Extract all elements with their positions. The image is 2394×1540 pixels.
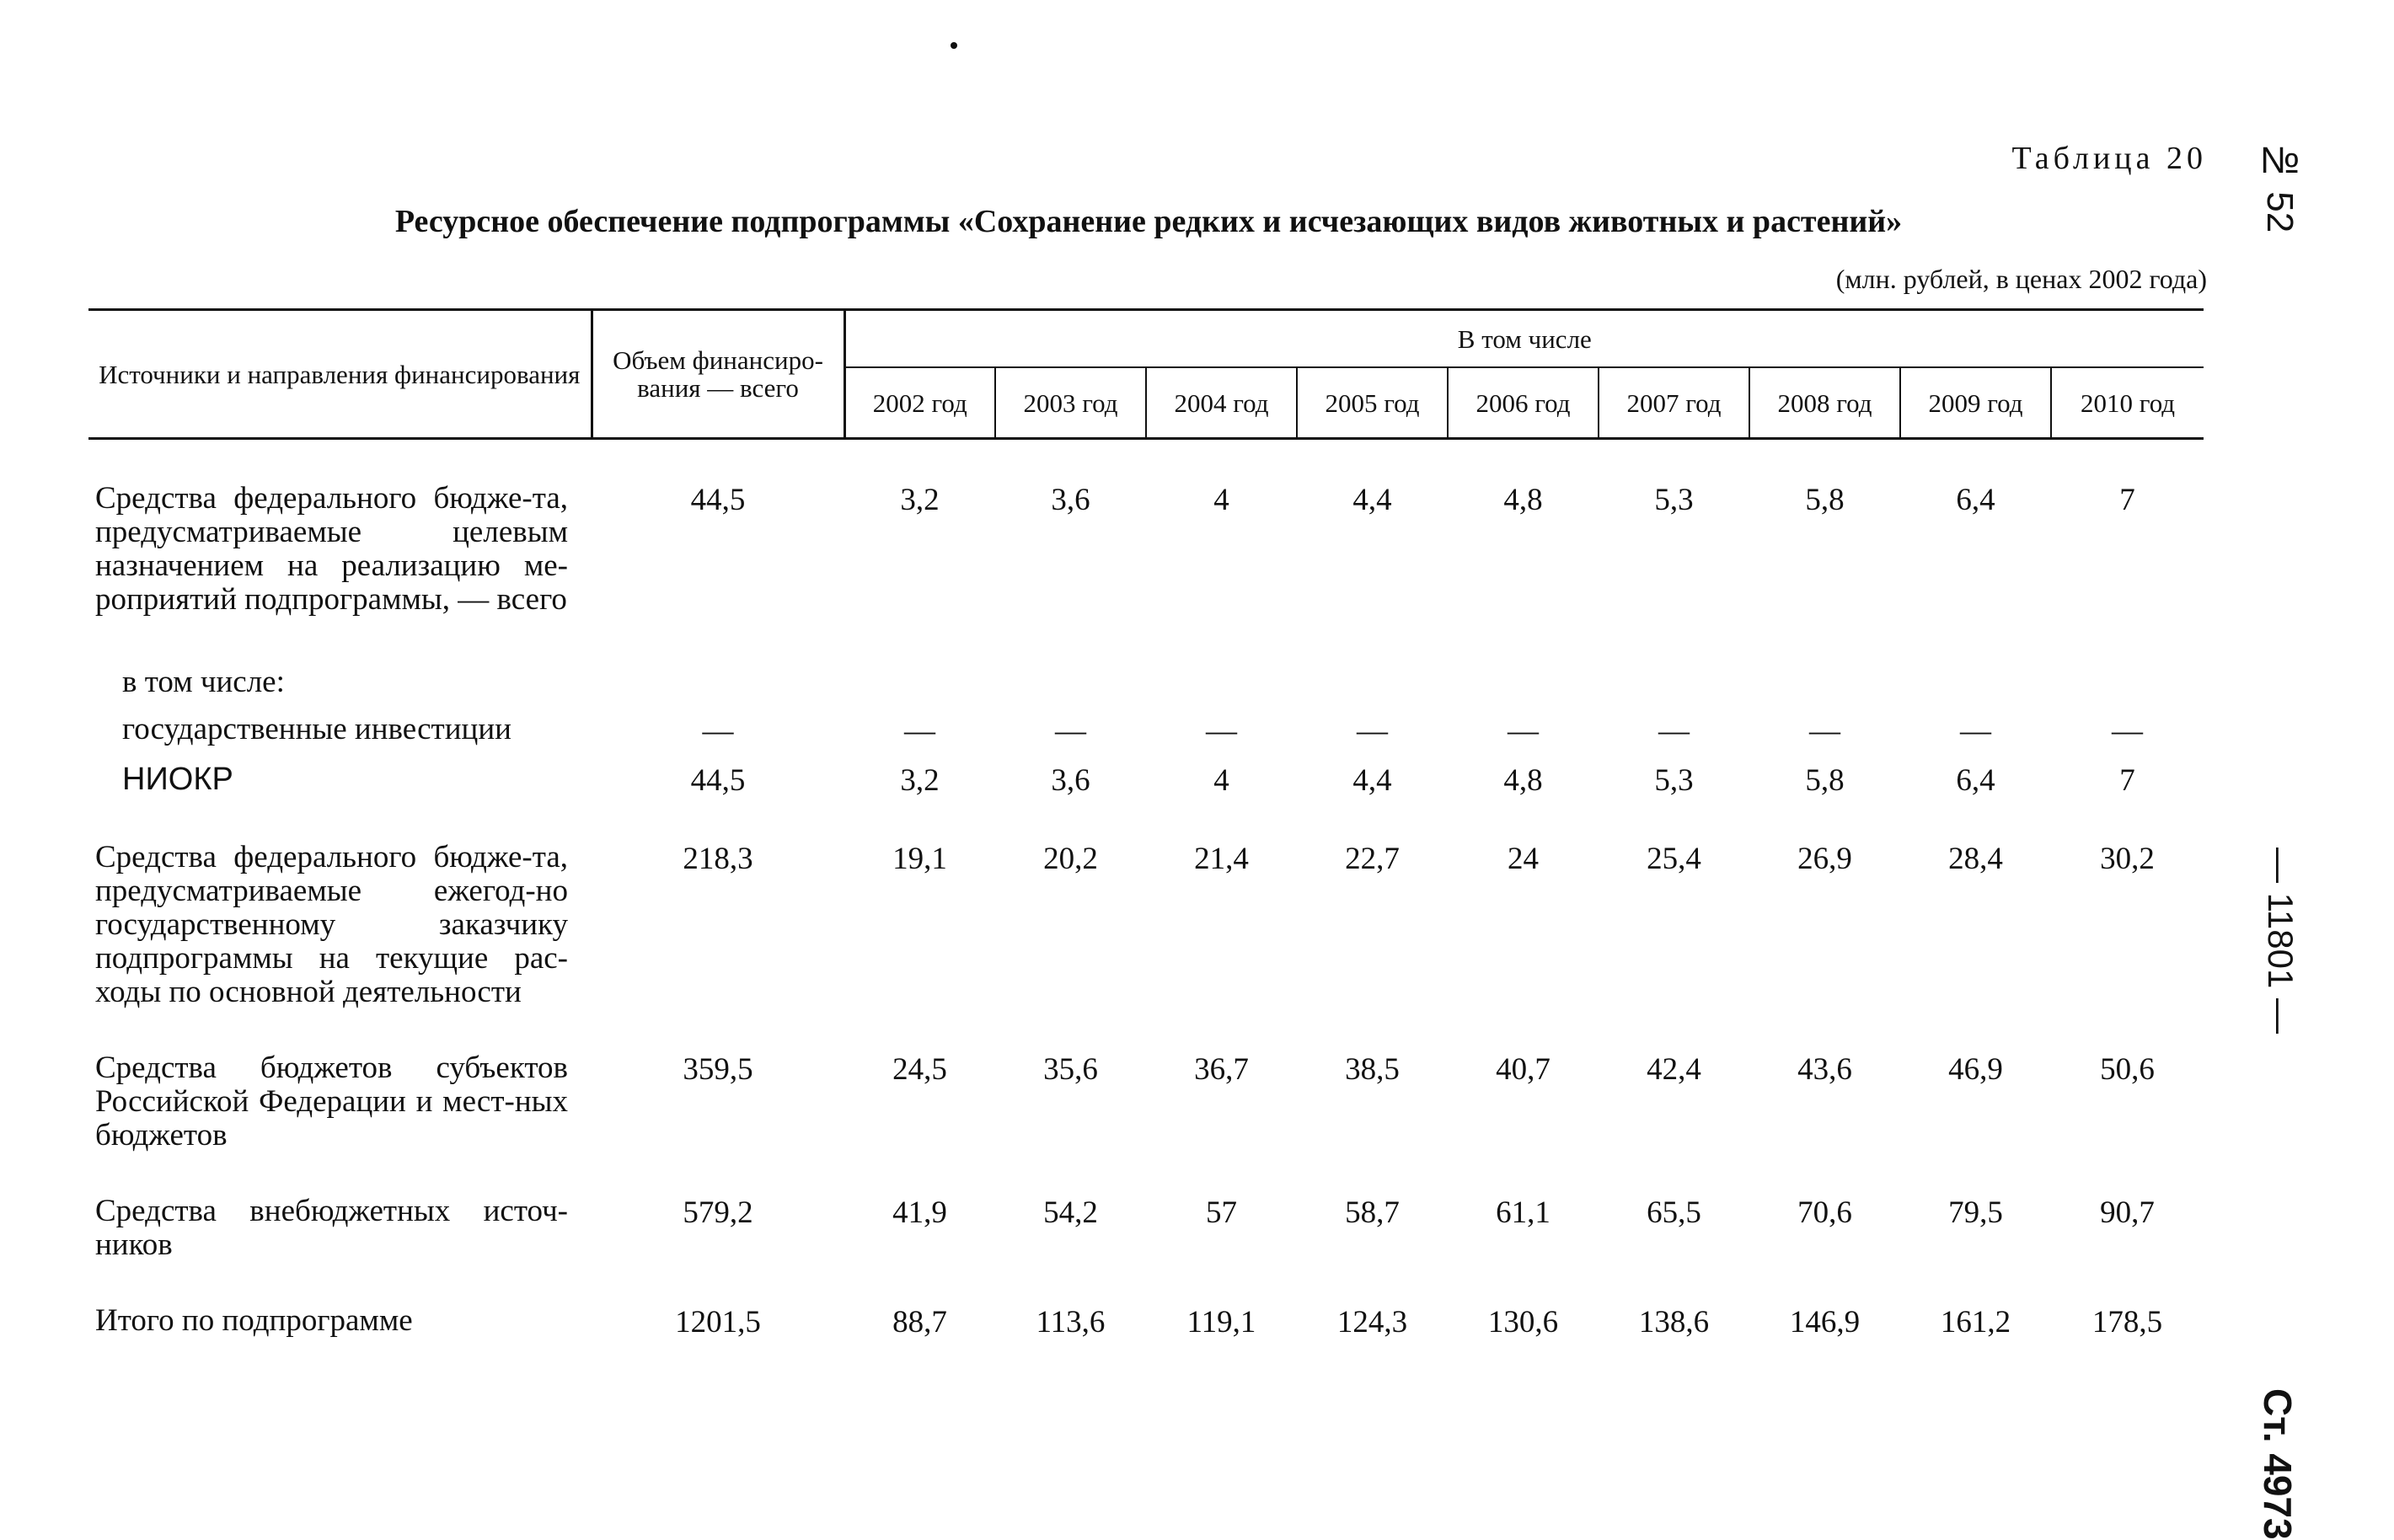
total-value: 44,5 <box>690 763 746 798</box>
document-code: — 11801 — <box>2261 848 2300 1035</box>
year-value: 24 <box>1508 842 1539 876</box>
year-value: 146,9 <box>1789 1305 1861 1339</box>
table-row <box>88 1262 2204 1340</box>
year-value: 65,5 <box>1647 1195 1701 1230</box>
funding-table <box>88 308 2204 1340</box>
year-value: 7 <box>2119 483 2135 517</box>
table-row <box>88 799 2204 1009</box>
page-number: Ст. 4973 <box>2256 1388 2300 1540</box>
year-value: 6,4 <box>1956 483 1995 517</box>
year-value: 113,6 <box>1036 1305 1106 1339</box>
header-year: 2005 год <box>1297 367 1448 438</box>
year-value: 24,5 <box>892 1052 947 1087</box>
year-value: 4,8 <box>1503 483 1543 517</box>
table-row <box>88 699 2204 749</box>
year-value: 57 <box>1206 1195 1237 1230</box>
year-value: 38,5 <box>1345 1052 1400 1087</box>
year-value: — <box>1508 714 1539 748</box>
total-value: 1201,5 <box>675 1305 761 1339</box>
year-value: 79,5 <box>1948 1195 2003 1230</box>
header-year: 2008 год <box>1749 367 1900 438</box>
year-value: 40,7 <box>1496 1052 1550 1087</box>
total-value: 359,5 <box>683 1052 753 1087</box>
year-value: 70,6 <box>1797 1195 1852 1230</box>
year-value: 4 <box>1213 483 1229 517</box>
year-value: 138,6 <box>1638 1305 1710 1339</box>
table-label: Таблица 20 <box>2011 141 2207 176</box>
table-row <box>88 1152 2204 1262</box>
units-note: (млн. рублей, в ценах 2002 года) <box>1835 264 2207 294</box>
header-year: 2002 год <box>844 367 995 438</box>
year-value: 54,2 <box>1043 1195 1098 1230</box>
year-value: 61,1 <box>1496 1195 1550 1230</box>
year-value: 3,2 <box>900 763 940 798</box>
year-value: — <box>1055 714 1086 748</box>
page-margin <box>2225 131 2300 1540</box>
row-label: в том числе: <box>122 665 285 699</box>
header-year: 2003 год <box>995 367 1146 438</box>
year-value: 4,4 <box>1352 763 1392 798</box>
year-value: 43,6 <box>1797 1052 1852 1087</box>
year-value: 3,6 <box>1051 483 1090 517</box>
year-value: 88,7 <box>892 1305 947 1339</box>
header-including: В том числе <box>844 310 2204 368</box>
year-value: 20,2 <box>1043 842 1098 876</box>
year-value: 130,6 <box>1487 1305 1559 1339</box>
year-value: — <box>1206 714 1237 748</box>
year-value: 3,6 <box>1051 763 1090 798</box>
header-source: Источники и направления финансирования <box>88 310 592 439</box>
total-value: — <box>702 714 734 748</box>
header-year: 2006 год <box>1448 367 1599 438</box>
table-row <box>88 650 2204 699</box>
row-label: государственные инвестиции <box>122 712 511 746</box>
year-value: 42,4 <box>1647 1052 1701 1087</box>
header-year: 2009 год <box>1900 367 2051 438</box>
table-row <box>88 1009 2204 1152</box>
year-value: 46,9 <box>1948 1052 2003 1087</box>
year-value: 90,7 <box>2100 1195 2155 1230</box>
year-value: 124,3 <box>1336 1305 1408 1339</box>
year-value: 5,3 <box>1654 483 1694 517</box>
header-year: 2004 год <box>1146 367 1297 438</box>
total-value: 218,3 <box>683 842 753 876</box>
year-value: 22,7 <box>1345 842 1400 876</box>
year-value: 5,8 <box>1805 763 1845 798</box>
row-label: Средства внебюджетных источ-ников <box>95 1194 568 1262</box>
year-value: 36,7 <box>1194 1052 1249 1087</box>
year-value: 5,3 <box>1654 763 1694 798</box>
row-label: Средства федерального бюдже-та, предусматриваемые целевым назначением на реализацию ме-роприятий подпрограммы, — всего <box>95 481 568 617</box>
year-value: 6,4 <box>1956 763 1995 798</box>
year-value: — <box>1809 714 1840 748</box>
scan-dot <box>951 42 957 49</box>
table-row <box>88 439 2204 651</box>
year-value: 50,6 <box>2100 1052 2155 1087</box>
year-value: — <box>2112 714 2144 748</box>
year-value: 41,9 <box>892 1195 947 1230</box>
year-value: 28,4 <box>1948 842 2003 876</box>
year-value: 25,4 <box>1647 842 1701 876</box>
year-value: — <box>904 714 935 748</box>
year-value: 35,6 <box>1043 1052 1098 1087</box>
year-value: 161,2 <box>1940 1305 2011 1339</box>
year-value: 178,5 <box>2091 1305 2163 1339</box>
header-year: 2007 год <box>1599 367 1749 438</box>
year-value: 4,8 <box>1503 763 1543 798</box>
table-title: Ресурсное обеспечение подпрограммы «Сохранение редких и исчезающих видов животных и растений» <box>394 204 1903 239</box>
total-value: 44,5 <box>690 483 746 517</box>
row-label: Средства федерального бюдже-та, предусматриваемые ежегод-но государственному заказчику подпрограммы на текущие рас-ходы по основной деятельности <box>95 840 568 1009</box>
year-value: — <box>1960 714 1991 748</box>
total-value: 579,2 <box>683 1195 753 1230</box>
year-value: 26,9 <box>1797 842 1852 876</box>
year-value: 5,8 <box>1805 483 1845 517</box>
year-value: 4 <box>1213 763 1229 798</box>
year-value: 3,2 <box>900 483 940 517</box>
row-label: Средства бюджетов субъектов Российской Федерации и мест-ных бюджетов <box>95 1051 568 1152</box>
year-value: 21,4 <box>1194 842 1249 876</box>
row-label: НИОКР <box>122 762 233 797</box>
year-value: — <box>1658 714 1690 748</box>
table-row <box>88 749 2204 799</box>
year-value: 19,1 <box>892 842 947 876</box>
year-value: 58,7 <box>1345 1195 1400 1230</box>
header-year: 2010 год <box>2051 367 2204 438</box>
year-value: — <box>1357 714 1388 748</box>
year-value: 119,1 <box>1186 1305 1256 1339</box>
year-value: 7 <box>2119 763 2135 798</box>
row-label: Итого по подпрограмме <box>95 1303 413 1338</box>
year-value: 4,4 <box>1352 483 1392 517</box>
header-total: Объем финансиро-вания — всего <box>592 310 844 439</box>
year-value: 30,2 <box>2100 842 2155 876</box>
issue-number: № 52 <box>2259 140 2300 233</box>
